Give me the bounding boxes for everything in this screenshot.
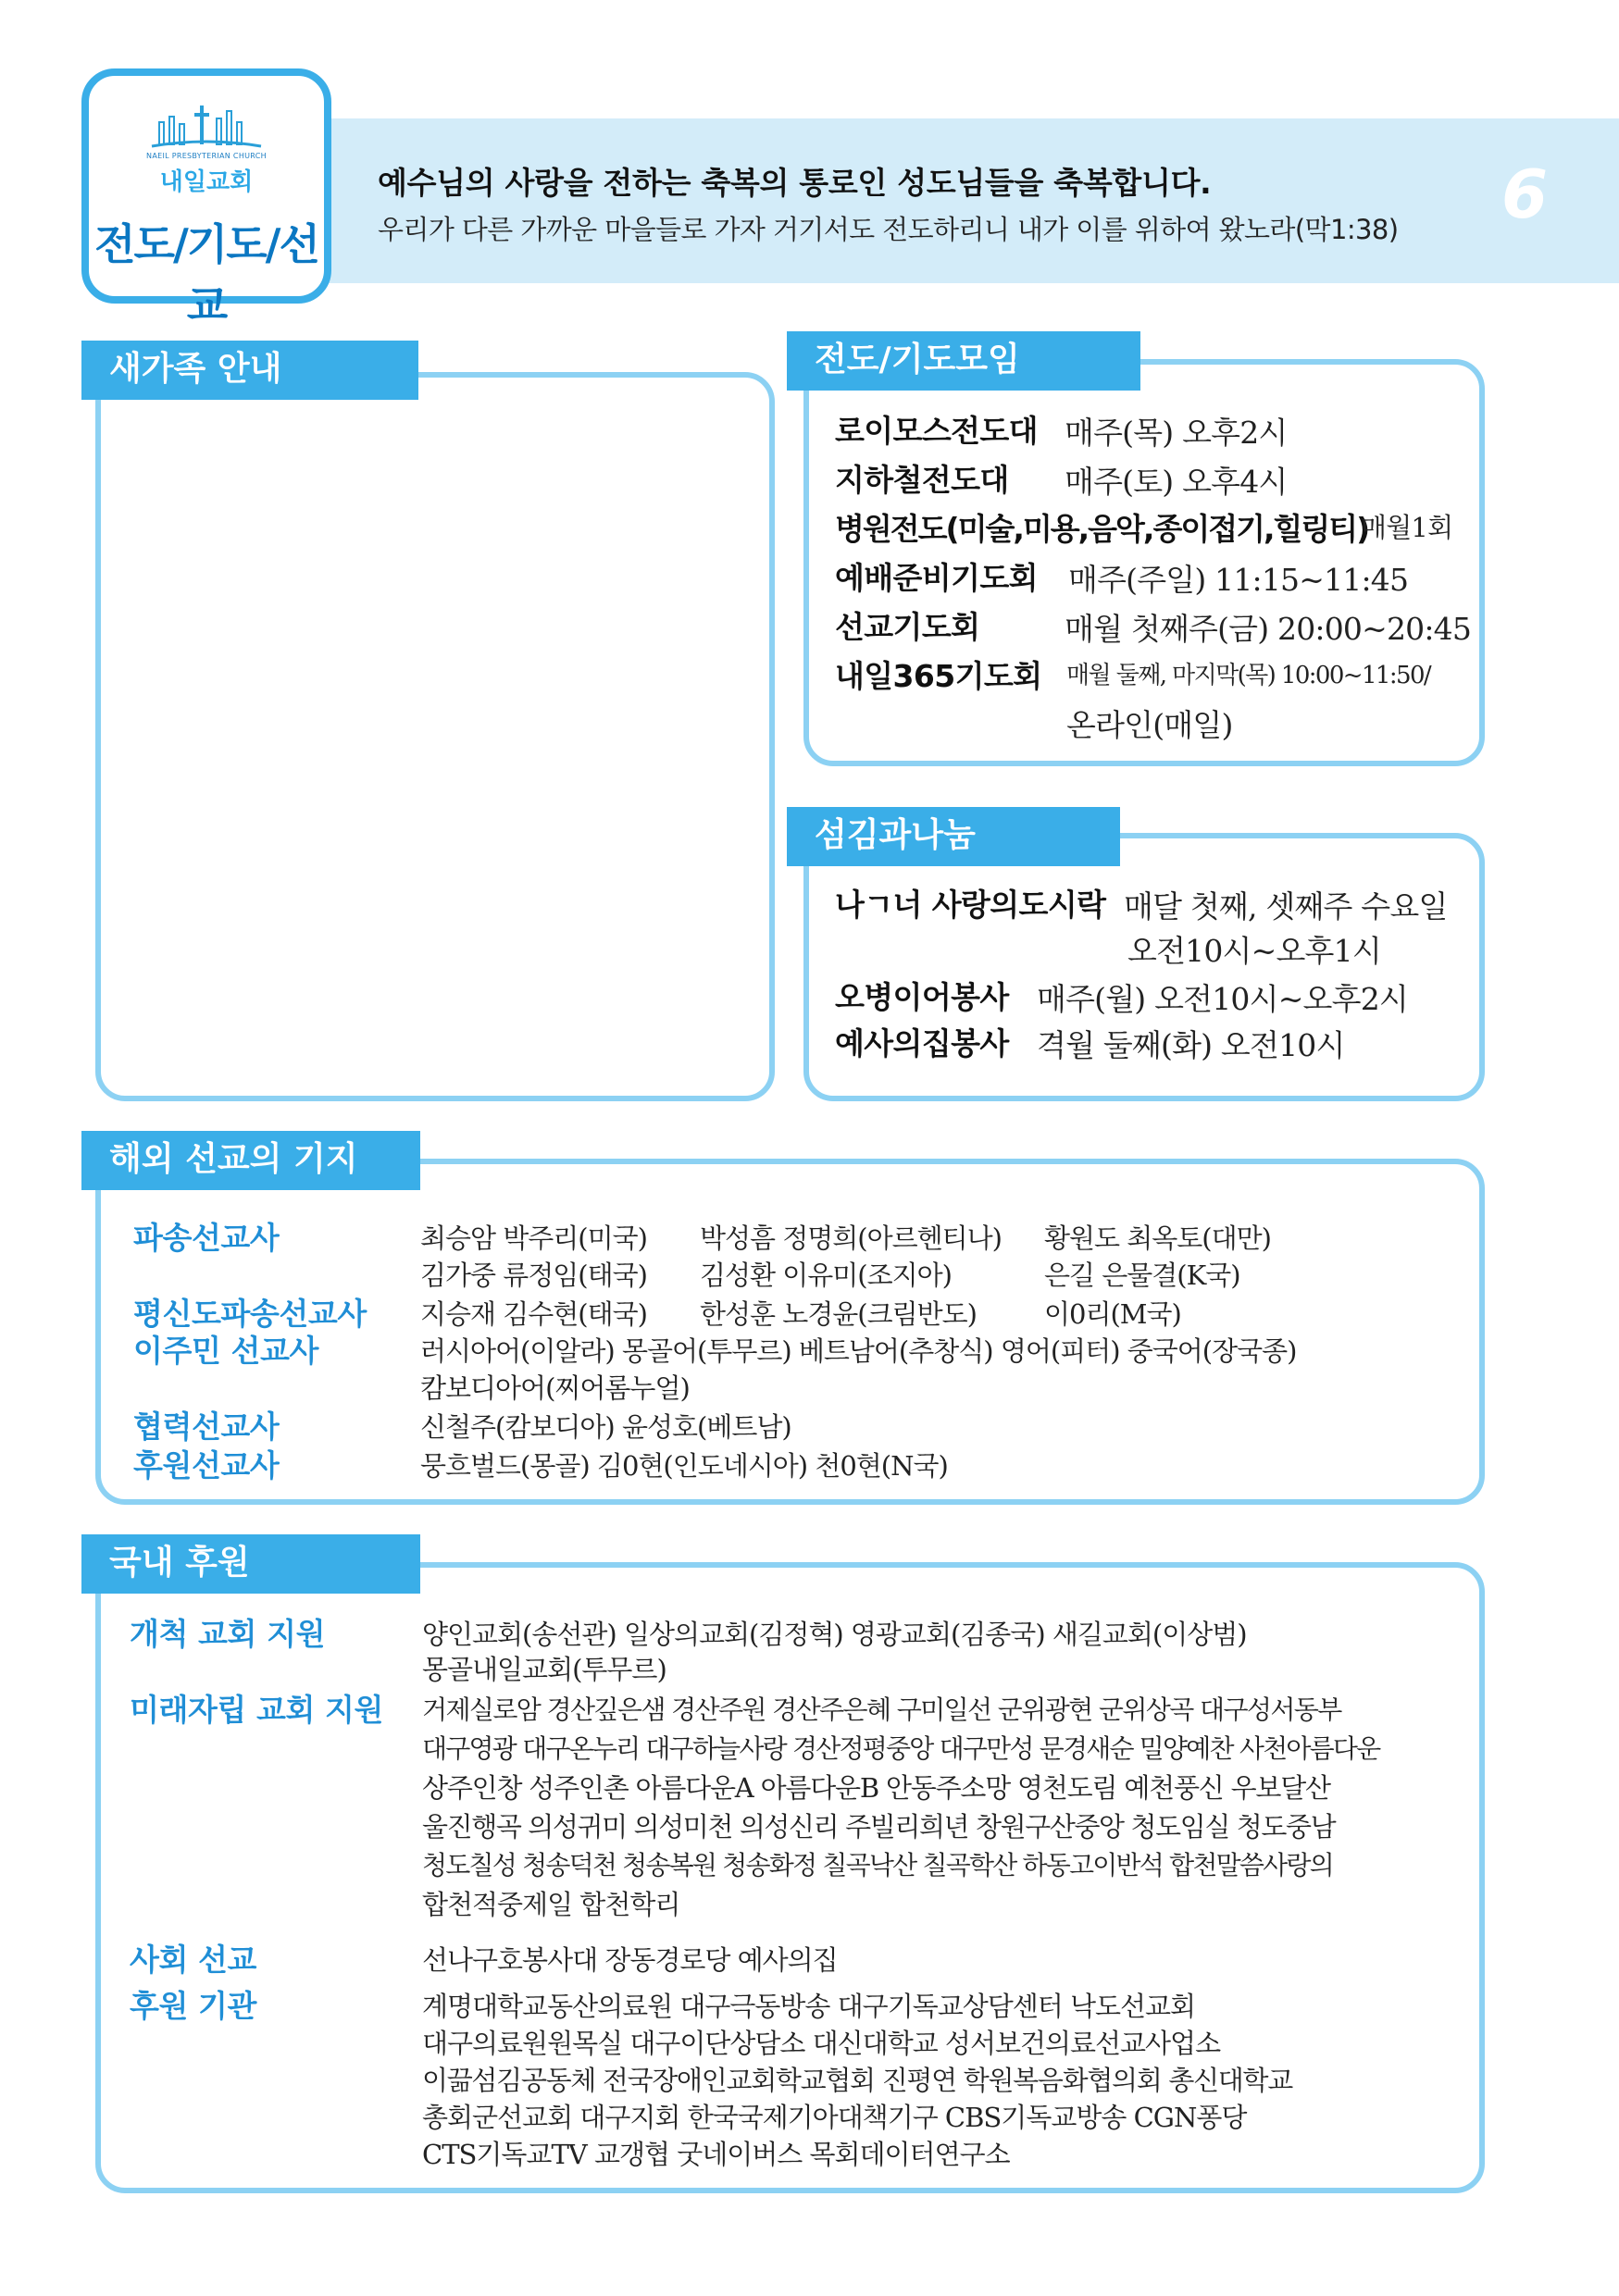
- meeting-name: 선교기도회: [835, 609, 980, 645]
- service-tab: 섬김과나눔: [787, 807, 1120, 866]
- future-church-line: 거제실로암 경산깊은샘 경산주원 경산주은혜 구미일선 군위광현 군위상곡 대구성서동부: [422, 1694, 1341, 1725]
- immigrant-mission-line: 러시아어(이알라) 몽골어(투무르) 베트남어(추창식) 영어(피터) 중국어(장국종): [420, 1335, 1297, 1367]
- future-church-line: 합천적중제일 합천학리: [422, 1889, 680, 1920]
- future-church-line: 대구영광 대구온누리 대구하늘사랑 경산정평중앙 대구만성 문경새순 밀양예찬 사천아름다운: [422, 1733, 1380, 1764]
- missionary-entry: 김가중 류정임(태국): [420, 1260, 647, 1291]
- social-mission-line: 선나구호봉사대 장동경로당 예사의집: [422, 1944, 838, 1976]
- immigrant-mission-line: 캄보디아어(찌어롬누얼): [420, 1372, 690, 1404]
- overseas-tab: 해외 선교의 기지: [81, 1131, 420, 1190]
- missionary-entry: 한성훈 노경윤(크림반도): [700, 1298, 977, 1330]
- future-church-line: 울진행곡 의성귀미 의성미천 의성신리 주빌리희년 창원구산중앙 청도임실 청도중남: [422, 1811, 1336, 1843]
- meeting-time: 매월 둘째, 마지막(목) 10:00~11:50/: [1066, 662, 1431, 689]
- evangelism-tab: 전도/기도모임: [787, 331, 1140, 391]
- support-institution-line: 총회군선교회 대구지회 한국국제기아대책기구 CBS기독교방송 CGN퐁당: [422, 2102, 1247, 2133]
- meeting-time: 매주(목) 오후2시: [1065, 415, 1288, 451]
- label-support-missionaries: 후원선교사: [133, 1447, 280, 1483]
- scripture-verse: 우리가 다른 가까운 마을들로 가자 거기서도 전도하리니 내가 이를 위하여 왔노라(막1:38): [378, 214, 1399, 245]
- missionary-entry: 박성흠 정명희(아르헨티나): [700, 1222, 1003, 1254]
- label-partner-missionaries: 협력선교사: [133, 1409, 280, 1445]
- meeting-name: 지하철전도대: [835, 462, 1009, 498]
- meeting-name: 내일365기도회: [835, 658, 1042, 694]
- service-name: 나ㄱ너 사랑의도시락: [835, 887, 1106, 923]
- label-social-mission: 사회 선교: [130, 1942, 257, 1978]
- page-section-title: 전도/기도/선교: [94, 219, 318, 330]
- support-missionaries-line: 뭉흐벌드(몽골) 김0현(인도네시아) 천0현(N국): [420, 1450, 948, 1482]
- label-immigrant-mission: 이주민 선교사: [133, 1333, 318, 1369]
- future-church-line: 상주인창 성주인촌 아름다운A 아름다운B 안동주소망 영천도림 예천풍신 우보달산: [422, 1772, 1330, 1804]
- meeting-name: 로이모스전도대: [835, 413, 1038, 449]
- service-name: 오병이어봉사: [835, 979, 1009, 1015]
- support-institution-line: CTS기독교TV 교갱협 굿네이버스 목회데이터연구소: [422, 2139, 1010, 2170]
- new-family-tab: 새가족 안내: [81, 341, 418, 400]
- partner-missionaries-line: 신철주(캄보디아) 윤성호(베트남): [420, 1411, 791, 1443]
- logo-subtitle: NAEIL PRESBYTERIAN CHURCH: [146, 152, 267, 160]
- missionary-entry: 김성환 이유미(조지아): [700, 1260, 952, 1291]
- label-lay-missionaries: 평신도파송선교사: [133, 1296, 367, 1332]
- support-institution-line: 계명대학교동산의료원 대구극동방송 대구기독교상담센터 낙도선교회: [422, 1991, 1196, 2022]
- label-support-institutions: 후원 기관: [130, 1988, 257, 2024]
- service-time-extra: 오전10시~오후1시: [1127, 933, 1381, 969]
- logo-name: 내일교회: [159, 168, 254, 196]
- meeting-time-extra: 온라인(매일): [1066, 707, 1233, 743]
- support-institution-line: 대구의료원원목실 대구이단상담소 대신대학교 성서보건의료선교사업소: [422, 2028, 1221, 2059]
- label-future-church: 미래자립 교회 지원: [130, 1692, 384, 1728]
- missionary-entry: 지승재 김수현(태국): [420, 1298, 647, 1330]
- church-logo-icon: [89, 102, 324, 155]
- missionary-entry: 이0리(M국): [1044, 1298, 1181, 1330]
- meeting-time: 매월 첫째주(금) 20:00~20:45: [1065, 611, 1472, 647]
- section-badge: [81, 68, 331, 330]
- headline: 예수님의 사랑을 전하는 축복의 통로인 성도님들을 축복합니다.: [378, 165, 1212, 201]
- future-church-line: 청도칠성 청송덕천 청송복원 청송화정 칠곡낙산 칠곡학산 하동고이반석 합천말씀사랑의: [422, 1850, 1333, 1880]
- meeting-time: 매주(주일) 11:15~11:45: [1068, 562, 1409, 598]
- label-pioneer-church: 개척 교회 지원: [130, 1616, 326, 1652]
- new-family-box: [95, 372, 775, 1101]
- missionary-entry: 은길 은물결(K국): [1044, 1260, 1240, 1291]
- domestic-tab: 국내 후원: [81, 1534, 420, 1594]
- label-sent-missionaries: 파송선교사: [133, 1220, 280, 1256]
- service-time: 매달 첫째, 셋째주 수요일: [1124, 888, 1448, 925]
- meeting-name: 병원전도(미술,미용,음악,종이접기,힐링티): [835, 511, 1369, 547]
- missionary-entry: 황원도 최옥토(대만): [1044, 1222, 1271, 1254]
- meeting-time: 매주(토) 오후4시: [1065, 464, 1288, 500]
- service-time: 매주(월) 오전10시~오후2시: [1037, 981, 1408, 1017]
- pioneer-church-line: 몽골내일교회(투무르): [422, 1654, 666, 1685]
- missionary-entry: 최승암 박주리(미국): [420, 1222, 647, 1254]
- page-number: 6: [1501, 155, 1549, 233]
- service-schedule: [835, 881, 1474, 1085]
- evangelism-schedule: [835, 407, 1474, 750]
- support-institution-line: 이끎섬김공동체 전국장애인교회학교협회 진평연 학원복음화협의회 총신대학교: [422, 2065, 1292, 2096]
- service-name: 예사의집봉사: [835, 1025, 1009, 1061]
- service-time: 격월 둘째(화) 오전10시: [1037, 1027, 1345, 1063]
- meeting-time: 매월1회: [1361, 512, 1453, 543]
- meeting-name: 예배준비기도회: [835, 560, 1038, 596]
- pioneer-church-line: 양인교회(송선관) 일상의교회(김정혁) 영광교회(김종국) 새길교회(이상범): [422, 1619, 1247, 1650]
